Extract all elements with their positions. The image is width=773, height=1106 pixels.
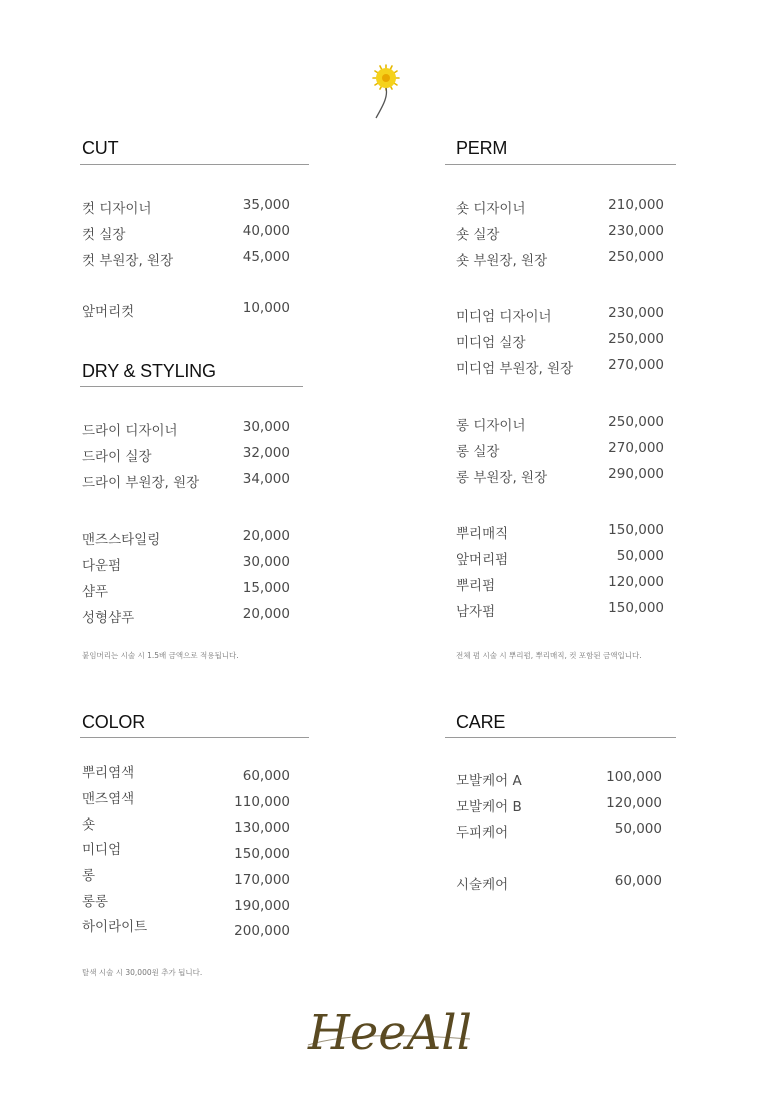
list-item: 맨즈염색	[82, 791, 135, 807]
list-item: 컷 실장	[82, 227, 126, 243]
list-item: 미디엄 디자이너	[456, 309, 552, 325]
list-item: 다운펌	[82, 558, 122, 574]
section-title-perm: PERM	[456, 138, 508, 158]
list-item: 롱 부원장, 원장	[456, 470, 548, 486]
list-item: 롱롱	[82, 894, 109, 910]
price: 34,000	[242, 471, 290, 487]
list-item: 앞머리컷	[82, 304, 135, 320]
price: 250,000	[608, 414, 664, 430]
price: 150,000	[234, 846, 290, 862]
section-title-care: CARE	[456, 712, 506, 732]
list-item: 맨즈스타일링	[82, 532, 161, 548]
price: 130,000	[234, 820, 290, 836]
price: 45,000	[242, 249, 290, 265]
list-item: 미디엄 부원장, 원장	[456, 361, 574, 377]
list-item: 앞머리펌	[456, 552, 509, 568]
list-item: 미디엄 실장	[456, 335, 526, 351]
dandelion-flower-icon	[366, 62, 406, 120]
divider	[80, 737, 309, 738]
price: 15,000	[242, 580, 290, 596]
price: 30,000	[242, 554, 290, 570]
price: 32,000	[242, 445, 290, 461]
price: 200,000	[234, 923, 290, 939]
list-item: 컷 디자이너	[82, 201, 152, 217]
list-item: 롱	[82, 868, 96, 884]
section-title-color: COLOR	[82, 712, 146, 732]
list-item: 모발케어 A	[456, 773, 522, 789]
price: 20,000	[242, 606, 290, 622]
section-title-dry-styling: DRY & STYLING	[82, 361, 216, 381]
price: 20,000	[242, 528, 290, 544]
price: 150,000	[608, 522, 664, 538]
list-item: 숏	[82, 817, 96, 833]
list-item: 시술케어	[456, 877, 509, 893]
price: 230,000	[608, 305, 664, 321]
list-item: 컷 부원장, 원장	[82, 253, 174, 269]
price: 250,000	[608, 331, 664, 347]
list-item: 드라이 실장	[82, 449, 152, 465]
list-item: 숏 디자이너	[456, 201, 526, 217]
list-item: 드라이 디자이너	[82, 423, 178, 439]
price: 270,000	[608, 357, 664, 373]
price: 100,000	[606, 769, 662, 785]
list-item: 모발케어 B	[456, 799, 522, 815]
price: 50,000	[614, 821, 662, 837]
list-item: 롱 실장	[456, 444, 500, 460]
price: 250,000	[608, 249, 664, 265]
price: 60,000	[614, 873, 662, 889]
divider	[80, 386, 303, 387]
list-item: 숏 부원장, 원장	[456, 253, 548, 269]
section-title-cut: CUT	[82, 138, 119, 158]
list-item: 성형샴푸	[82, 610, 135, 626]
price: 290,000	[608, 466, 664, 482]
list-item: 남자펌	[456, 604, 496, 620]
list-item: 두피케어	[456, 825, 509, 841]
price: 50,000	[616, 548, 664, 564]
price: 190,000	[234, 898, 290, 914]
list-item: 뿌리염색	[82, 765, 135, 781]
list-item: 드라이 부원장, 원장	[82, 475, 200, 491]
price: 120,000	[606, 795, 662, 811]
price: 150,000	[608, 600, 664, 616]
footnote: 붙임머리는 시술 시 1.5배 금액으로 적용됩니다.	[82, 651, 239, 660]
footnote: 전체 펌 시술 시 뿌리펌, 뿌리매직, 컷 포함된 금액입니다.	[456, 651, 642, 660]
price: 10,000	[242, 300, 290, 316]
list-item: 미디엄	[82, 842, 122, 858]
list-item: 숏 실장	[456, 227, 500, 243]
brand-signature: HeeAll	[307, 1005, 473, 1061]
price: 120,000	[608, 574, 664, 590]
list-item: 하이라이트	[82, 919, 148, 935]
price: 230,000	[608, 223, 664, 239]
footnote: 탈색 시술 시 30,000원 추가 됩니다.	[82, 968, 203, 977]
price: 60,000	[242, 768, 290, 784]
price: 40,000	[242, 223, 290, 239]
list-item: 샴푸	[82, 584, 109, 600]
price: 35,000	[242, 197, 290, 213]
list-item: 뿌리펌	[456, 578, 496, 594]
price: 170,000	[234, 872, 290, 888]
price: 30,000	[242, 419, 290, 435]
list-item: 뿌리매직	[456, 526, 509, 542]
price: 210,000	[608, 197, 664, 213]
divider	[445, 164, 676, 165]
divider	[80, 164, 309, 165]
list-item: 롱 디자이너	[456, 418, 526, 434]
price: 110,000	[234, 794, 290, 810]
divider	[445, 737, 676, 738]
price: 270,000	[608, 440, 664, 456]
